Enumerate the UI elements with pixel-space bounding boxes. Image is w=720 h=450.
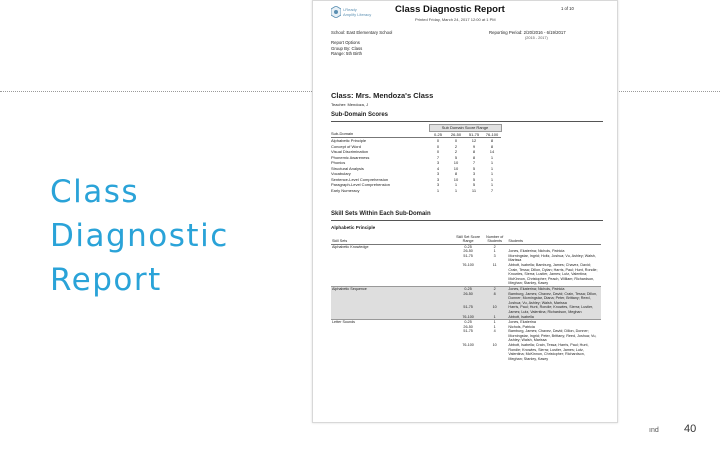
- subdomain-name: Paragraph-Level Comprehension: [331, 182, 390, 187]
- subdomain-divider: [331, 121, 603, 122]
- skillset-students: Bamburg, James; Chavez, David; Dillon, Donner; Morningstar, Ingrid; Peter, Brittany; Reed, Joshua; Vu, Ashley; Walsh, Marissa: [508, 329, 597, 343]
- slide-title-line-2: Diagnostic: [50, 218, 229, 254]
- skillsets-table: [331, 235, 601, 361]
- skillset-range: 76-100: [454, 315, 482, 320]
- skillset-range: 26-50: [463, 324, 473, 329]
- skillset-count: 3: [493, 253, 496, 258]
- subdomain-count: 1: [436, 187, 440, 193]
- subdomain-count: 5: [472, 182, 476, 187]
- skillset-range: 0-25: [454, 286, 482, 291]
- subdomain-count: 1: [454, 182, 458, 187]
- skillset-count: 10: [492, 343, 497, 348]
- skillset-name: [331, 263, 454, 286]
- slide-title-line-3: Report: [50, 262, 162, 298]
- skillsets-col-header: Students: [507, 235, 601, 244]
- subdomain-count: 14: [489, 149, 495, 154]
- subdomain-col-header: 26-50: [447, 131, 465, 138]
- skillset-count: 2: [482, 244, 508, 249]
- subdomain-count: 0: [436, 138, 440, 143]
- skillset-name: [331, 343, 454, 361]
- skillset-students: Bamburg, James; Chavez, David; Crain, Tessa; Dillon, Donner; Morningstar, Diana; Peter, Brittany; Reed, Joshua; Vu, Ashley; Walsh, Marissa: [507, 292, 601, 306]
- skillset-name: Letter Sounds: [331, 320, 454, 325]
- skillset-name: Alphabetic Knowledge: [331, 244, 454, 249]
- skillset-range: 76-100: [462, 262, 474, 267]
- skillset-students: Jones, Ekaterina: [507, 320, 601, 325]
- skillset-row: [331, 292, 601, 306]
- subdomain-count: 0: [436, 143, 440, 149]
- subdomain-count: 0: [436, 149, 440, 154]
- subdomain-count: 1: [454, 187, 458, 193]
- subdomain-count: 8: [490, 138, 494, 143]
- skillset-range: 0-25: [454, 320, 482, 325]
- subdomain-count: 3: [472, 171, 476, 176]
- subdomain-count: 11: [471, 187, 477, 193]
- subdomain-count: 1: [490, 154, 494, 160]
- skillset-row: [331, 254, 601, 263]
- subdomain-count: 2: [454, 149, 458, 154]
- subdomain-name: Structural Analysis: [331, 165, 364, 171]
- subdomain-name: Early Numeracy: [331, 187, 360, 193]
- skillset-name: [331, 305, 454, 314]
- subdomain-count: 1: [490, 171, 494, 176]
- report-school: School: East Elementary School: [331, 30, 393, 35]
- subdomain-count: 5: [454, 154, 458, 160]
- skillset-row: [331, 343, 601, 361]
- subdomain-col-header: 0-25: [429, 131, 447, 138]
- skillset-students: Abbott, Isabella; Bamburg, James; Chavez, David; Crain, Tessa; Dillon, Dylan; Harris, Paul; Hunt, Rondie; Knowles, Sierra; Lustier, James; Lutz, Valentina; McKinnon, Christopher; Peach, William; Richardson, Meghan; Stanley, Kasey: [508, 262, 598, 286]
- subdomain-table: [331, 124, 502, 193]
- subdomain-name: Visual Discrimination: [331, 149, 369, 154]
- skillset-students: Morningstar, Ingrid; Holtz, Joshua; Vu, Ashley; Walsh, Marissa: [508, 253, 596, 263]
- subdomain-count: 3: [436, 171, 440, 176]
- subdomain-col-label: Sub-Domain: [331, 131, 429, 138]
- skillset-name: [331, 329, 454, 343]
- subdomain-count: 7: [490, 187, 494, 193]
- subdomain-count: 3: [436, 176, 440, 182]
- subdomain-count: 10: [453, 176, 459, 182]
- subdomain-count: 3: [436, 160, 440, 165]
- subdomain-col-header: 51-75: [465, 131, 483, 138]
- subdomain-col-header: 76-100: [483, 131, 501, 138]
- report-title: Class Diagnostic Report: [395, 4, 505, 15]
- skillset-count: 10: [482, 305, 508, 314]
- skillset-count: 2: [482, 286, 508, 291]
- report-period-sub: (2015 - 2017): [525, 36, 548, 40]
- subdomain-count: 4: [436, 165, 440, 171]
- subdomain-count: 8: [490, 143, 494, 149]
- skillset-row: [331, 329, 601, 343]
- subdomain-count: 3: [436, 182, 440, 187]
- skillset-range: 26-50: [454, 292, 482, 306]
- subdomain-name: Sentence-Level Comprehension: [331, 176, 389, 182]
- skillsets-col-header: Skill Set Score Range: [456, 235, 481, 244]
- skillset-name: [331, 254, 454, 263]
- report-period: Reporting Period: 2/20/2016 - 6/19/2017: [489, 30, 566, 35]
- subdomain-row: [331, 188, 501, 194]
- report-page-count: 1 of 10: [561, 6, 574, 11]
- skillsets-col-header: Skill Sets: [331, 235, 454, 244]
- subdomain-name: Vocabulary: [331, 171, 351, 176]
- subdomain-name: Concept of Word: [331, 143, 361, 149]
- skillset-count: 4: [493, 329, 496, 334]
- report-document-preview: [312, 0, 618, 423]
- subdomain-count: 10: [453, 165, 459, 171]
- teacher-name: Teacher: Mendoza, J: [331, 102, 369, 107]
- skillsets-divider: [331, 220, 603, 221]
- slide-title-line-1: Class: [50, 174, 140, 210]
- report-options: Report Options Group By: Class Range: 5th Birth: [331, 40, 363, 57]
- subdomain-count: 5: [472, 165, 476, 171]
- subdomain-count: 9: [472, 143, 476, 149]
- skillset-name: Alphabetic Sequence: [331, 286, 454, 291]
- subdomain-group-header: Sub Domain Score Range: [429, 125, 501, 132]
- skillset-students: Jones, Ekaterina; Nichols, Patricia: [508, 249, 565, 254]
- subdomain-count: 1: [490, 165, 494, 171]
- report-printed-date: Printed Friday, March 24, 2017 12:00 at 1 PM: [415, 17, 496, 22]
- subdomain-name: Alphabetic Principle: [331, 138, 367, 143]
- subdomain-count: 1: [490, 160, 494, 165]
- subdomain-count: 10: [453, 160, 459, 165]
- skillset-count: 11: [492, 262, 497, 267]
- skillset-count: 8: [482, 292, 508, 306]
- page-number: 40: [684, 423, 697, 435]
- subdomain-count: 8: [472, 149, 476, 154]
- skillset-count: 1: [493, 249, 496, 254]
- slide-title: [50, 170, 280, 302]
- skillset-students: Jones, Ekaterina; Nichols, Patricia: [507, 286, 601, 291]
- skillset-range: 51-75: [454, 305, 482, 314]
- subdomain-count: 7: [472, 160, 476, 165]
- subdomain-count: 12: [471, 138, 477, 143]
- skillset-students: Nichols, Patricia: [508, 324, 535, 329]
- skillset-students: Abbott, Isabella; Crain, Tessa; Harris, Paul; Hunt, Rondie; Knowles, Sierra; Lustier, James; Lutz, Valentina; McKinnon, Christopher; Richardson, Meghan; Stanley, Kasey: [508, 343, 589, 361]
- skillset-students: Abbott, Isabella: [507, 315, 601, 320]
- skillset-range: 76-100: [462, 343, 474, 348]
- report-logo-text: i-Ready Amplify Literacy: [343, 7, 372, 17]
- subdomain-count: 7: [436, 154, 440, 160]
- subdomain-count: 8: [472, 154, 476, 160]
- skillset-range: 26-50: [463, 249, 473, 254]
- skillset-row: [331, 263, 601, 286]
- skillsets-heading: Skill Sets Within Each Sub-Domain: [331, 211, 431, 217]
- subdomain-count: 2: [454, 143, 458, 149]
- subdomain-count: 8: [454, 171, 458, 176]
- skillsets-subheading: Alphabetic Principle: [331, 225, 376, 230]
- footer-mark: ınd: [649, 427, 659, 434]
- skillset-students: Harris, Paul; Hunt, Rondie; Knowles, Sierra; Lustier, James; Lutz, Valentina; Richardson, Meghan: [507, 305, 601, 314]
- subdomain-name: Phonics: [331, 160, 346, 165]
- skillset-row: [331, 305, 601, 314]
- skillset-range: 51-75: [463, 253, 473, 258]
- subdomain-name: Phonemic Awareness: [331, 154, 370, 160]
- skillset-count: 1: [482, 315, 508, 320]
- skillset-range: 51-75: [463, 329, 473, 334]
- subdomain-count: 5: [472, 176, 476, 182]
- skillset-name: [331, 292, 454, 306]
- skillset-range: 0-25: [454, 244, 482, 249]
- subdomain-count: 1: [490, 176, 494, 182]
- skillset-count: 1: [493, 324, 496, 329]
- skillsets-col-header: Number of Students: [482, 235, 508, 244]
- subdomain-count: 1: [490, 182, 494, 187]
- skillset-count: 1: [482, 320, 508, 325]
- subdomain-heading: Sub-Domain Scores: [331, 112, 389, 118]
- subdomain-count: 0: [454, 138, 458, 143]
- class-title: Class: Mrs. Mendoza's Class: [331, 91, 434, 100]
